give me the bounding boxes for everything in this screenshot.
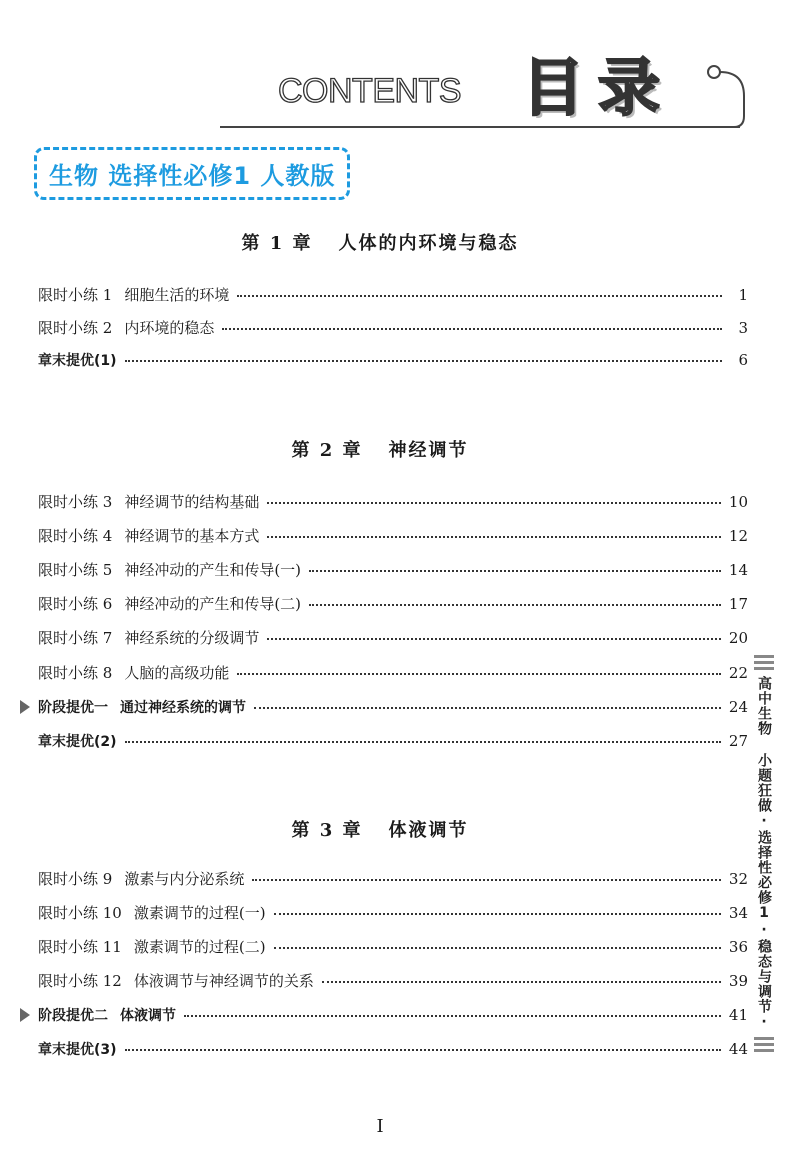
chapter-name: 神经调节 bbox=[388, 440, 469, 461]
side-book-title: 高中生物 小题狂做·选择性必修1·稳态与调节· bbox=[756, 676, 772, 1031]
entry-label: 章末提优(1) bbox=[38, 353, 117, 369]
toc-entry[interactable] bbox=[38, 559, 748, 587]
stage-marker-icon bbox=[20, 700, 30, 714]
chapter-1-title bbox=[0, 229, 760, 255]
chapter-name: 人体的内环境与稳态 bbox=[338, 233, 519, 254]
entry-title: 细胞生活的环境 bbox=[124, 286, 230, 304]
entry-label: 限时小练 3 bbox=[38, 493, 113, 511]
entry-label: 限时小练 8 bbox=[38, 664, 113, 682]
entry-label: 限时小练 1 bbox=[38, 286, 113, 304]
entry-page: 12 bbox=[728, 527, 748, 545]
entry-page: 6 bbox=[738, 351, 748, 369]
entry-page: 10 bbox=[728, 493, 748, 511]
entry-label: 限时小练 5 bbox=[38, 561, 113, 579]
toc-entry[interactable] bbox=[38, 491, 748, 519]
chapter-3-title bbox=[0, 816, 760, 842]
entry-title: 神经系统的分级调节 bbox=[124, 629, 260, 647]
side-decoration-bars bbox=[754, 655, 774, 670]
entry-page: 27 bbox=[728, 732, 748, 750]
entry-title: 激素调节的过程(一) bbox=[133, 904, 266, 922]
dot-leader bbox=[267, 501, 721, 504]
stage-marker-icon bbox=[20, 1008, 30, 1022]
toc-entry[interactable] bbox=[38, 936, 748, 964]
edition-badge: 生物 选择性必修1 人教版 bbox=[34, 147, 350, 200]
chapter-number: 第 2 章 bbox=[291, 440, 363, 461]
dot-leader bbox=[125, 1048, 721, 1051]
entry-title: 神经调节的基本方式 bbox=[124, 527, 260, 545]
entry-label: 阶段提优一 bbox=[38, 700, 108, 716]
toc-entry[interactable] bbox=[38, 627, 748, 655]
side-decoration-bars bbox=[754, 1037, 774, 1052]
entry-page: 17 bbox=[728, 595, 748, 613]
entry-title: 通过神经系统的调节 bbox=[120, 700, 246, 716]
dot-leader bbox=[309, 603, 721, 606]
entry-page: 32 bbox=[728, 870, 748, 888]
toc-entry[interactable] bbox=[38, 902, 748, 930]
chapter-number: 第 3 章 bbox=[291, 820, 363, 841]
page-number: I bbox=[376, 1116, 384, 1137]
toc-entry[interactable] bbox=[38, 317, 748, 345]
mulu-heading: 目录 bbox=[522, 51, 675, 124]
entry-label: 限时小练 7 bbox=[38, 629, 113, 647]
toc-entry[interactable] bbox=[38, 1005, 748, 1033]
entry-title: 人脑的高级功能 bbox=[124, 664, 230, 682]
entry-page: 14 bbox=[728, 561, 748, 579]
entry-page: 22 bbox=[728, 664, 748, 682]
entry-title: 激素调节的过程(二) bbox=[133, 938, 266, 956]
header-decoration-curve bbox=[690, 60, 750, 130]
header-underline bbox=[220, 126, 740, 128]
dot-leader bbox=[274, 946, 721, 949]
dot-leader bbox=[237, 294, 722, 297]
entry-label: 限时小练 6 bbox=[38, 595, 113, 613]
toc-entry[interactable] bbox=[38, 1039, 748, 1067]
chapter-2-title bbox=[0, 436, 760, 462]
entry-page: 44 bbox=[728, 1040, 748, 1058]
entry-title: 神经调节的结构基础 bbox=[124, 493, 260, 511]
dot-leader bbox=[125, 359, 722, 362]
entry-title: 体液调节 bbox=[120, 1008, 176, 1024]
toc-entry[interactable] bbox=[38, 731, 748, 759]
toc-entry[interactable] bbox=[38, 350, 748, 378]
toc-entry[interactable] bbox=[38, 662, 748, 690]
entry-page: 36 bbox=[728, 938, 748, 956]
dot-leader bbox=[237, 672, 721, 675]
chapter-name: 体液调节 bbox=[388, 820, 469, 841]
entry-page: 39 bbox=[728, 972, 748, 990]
entry-label: 限时小练 11 bbox=[38, 938, 122, 956]
entry-label: 限时小练 10 bbox=[38, 904, 122, 922]
entry-page: 41 bbox=[728, 1006, 748, 1024]
contents-heading: CONTENTS bbox=[278, 72, 461, 110]
toc-entry[interactable] bbox=[38, 868, 748, 896]
entry-label: 章末提优(2) bbox=[38, 734, 117, 750]
entry-title: 激素与内分泌系统 bbox=[124, 870, 245, 888]
entry-page: 20 bbox=[728, 629, 748, 647]
toc-entry[interactable] bbox=[38, 697, 748, 725]
entry-page: 3 bbox=[738, 319, 748, 337]
dot-leader bbox=[274, 912, 721, 915]
toc-entry[interactable] bbox=[38, 970, 748, 998]
entry-label: 限时小练 12 bbox=[38, 972, 122, 990]
side-strip bbox=[750, 655, 778, 1095]
entry-title: 内环境的稳态 bbox=[124, 319, 215, 337]
entry-label: 章末提优(3) bbox=[38, 1042, 117, 1058]
dot-leader bbox=[309, 569, 721, 572]
dot-leader bbox=[254, 706, 721, 709]
toc-entry[interactable] bbox=[38, 593, 748, 621]
entry-label: 限时小练 2 bbox=[38, 319, 113, 337]
toc-entry[interactable] bbox=[38, 525, 748, 553]
dot-leader bbox=[322, 980, 721, 983]
dot-leader bbox=[267, 637, 721, 640]
entry-page: 24 bbox=[728, 698, 748, 716]
chapter-number: 第 1 章 bbox=[241, 233, 313, 254]
entry-title: 体液调节与神经调节的关系 bbox=[133, 972, 314, 990]
dot-leader bbox=[222, 327, 722, 330]
entry-label: 限时小练 4 bbox=[38, 527, 113, 545]
entry-page: 1 bbox=[738, 286, 748, 304]
entry-label: 限时小练 9 bbox=[38, 870, 113, 888]
entry-title: 神经冲动的产生和传导(一) bbox=[124, 561, 302, 579]
entry-label: 阶段提优二 bbox=[38, 1008, 108, 1024]
entry-title: 神经冲动的产生和传导(二) bbox=[124, 595, 302, 613]
dot-leader bbox=[267, 535, 721, 538]
entry-page: 34 bbox=[728, 904, 748, 922]
dot-leader bbox=[184, 1014, 721, 1017]
dot-leader bbox=[125, 740, 721, 743]
dot-leader bbox=[252, 878, 721, 881]
toc-entry[interactable] bbox=[38, 284, 748, 312]
